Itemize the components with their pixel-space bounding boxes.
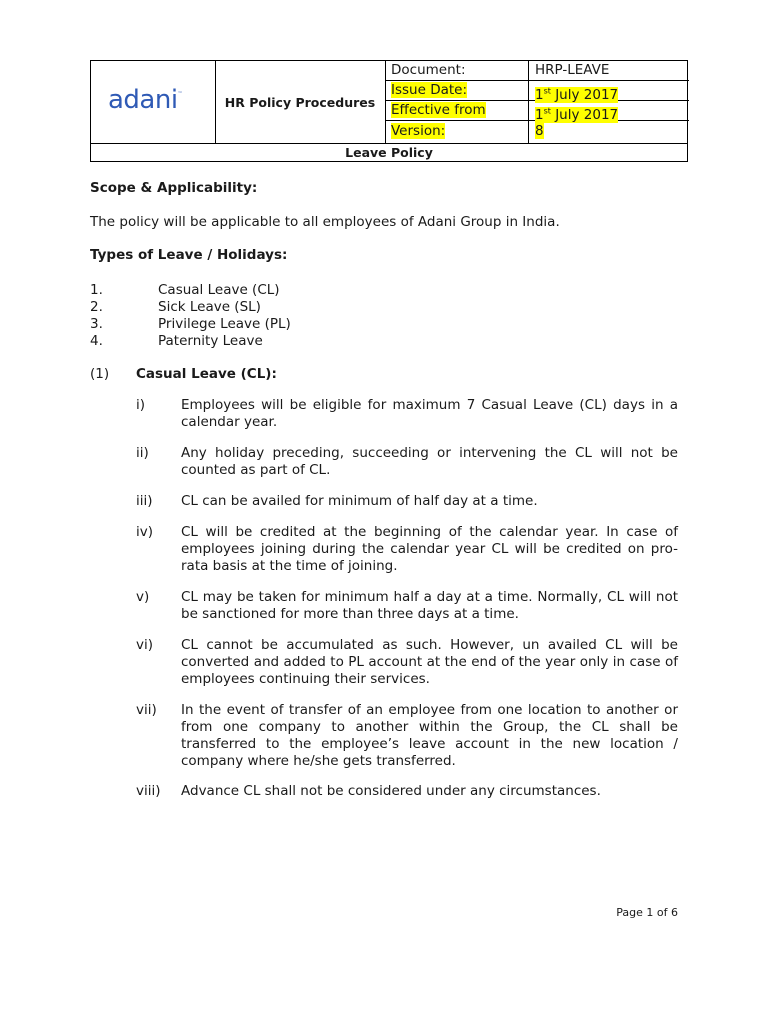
section-heading: Casual Leave (CL): <box>136 366 277 382</box>
point-text: CL may be taken for minimum half a day at a time. Normally, CL will not be sanctioned for more than three days at a time. <box>181 589 678 622</box>
point-text: Any holiday preceding, succeeding or intervening the CL will not be counted as part of CL. <box>181 445 678 478</box>
point-text: CL cannot be accumulated as such. However, un availed CL will be converted and added to PL account at the end of the year only in case of employees continuing their services. <box>181 637 678 687</box>
point-number: v) <box>136 589 150 605</box>
list-item: Sick Leave (SL) <box>158 299 261 315</box>
meta-row-effective-from <box>385 101 689 121</box>
point-text: CL can be availed for minimum of half day at a time. <box>181 493 538 509</box>
meta-key: Document: <box>391 62 466 78</box>
list-item-number: 3. <box>90 316 103 332</box>
point-number: ii) <box>136 445 149 461</box>
meta-key: Effective from <box>391 102 486 118</box>
point-number: vii) <box>136 702 157 718</box>
point-text: CL will be credited at the beginning of the calendar year. In case of employees joining during the calendar year CL will be credited on pro-rata basis at the time of joining. <box>181 524 678 574</box>
scope-heading: Scope & Applicability: <box>90 180 258 196</box>
header-title: HR Policy Procedures <box>215 61 386 143</box>
list-item: Privilege Leave (PL) <box>158 316 291 332</box>
point-number: viii) <box>136 783 161 799</box>
page-number: Page 1 of 6 <box>616 906 678 919</box>
point-number: vi) <box>136 637 154 653</box>
meta-value: 1st July 2017 <box>535 86 619 103</box>
meta-row-document <box>385 61 689 81</box>
point-number: iii) <box>136 493 153 509</box>
adani-logo: adani™ <box>108 85 183 115</box>
meta-value: 8 <box>535 123 544 139</box>
meta-key: Version: <box>391 123 446 139</box>
meta-value: 1st July 2017 <box>535 106 619 123</box>
meta-row-issue-date <box>385 81 689 101</box>
list-item-number: 2. <box>90 299 103 315</box>
document-header-table <box>90 60 688 162</box>
point-text: In the event of transfer of an employee from one location to another or from one company to another within the Group, the CL shall be transferred to the employee’s leave account in the new location / company where he/she gets transferred. <box>181 702 678 769</box>
point-number: i) <box>136 397 146 413</box>
list-item-number: 4. <box>90 333 103 349</box>
point-text: Advance CL shall not be considered under any circumstances. <box>181 783 601 799</box>
meta-value: HRP-LEAVE <box>535 62 610 78</box>
policy-name: Leave Policy <box>91 143 687 162</box>
meta-key: Issue Date: <box>391 82 468 98</box>
list-item: Casual Leave (CL) <box>158 282 280 298</box>
scope-text: The policy will be applicable to all employees of Adani Group in India. <box>90 214 560 230</box>
point-text: Employees will be eligible for maximum 7 Casual Leave (CL) days in a calendar year. <box>181 397 678 430</box>
point-number: iv) <box>136 524 154 540</box>
types-heading: Types of Leave / Holidays: <box>90 247 288 263</box>
meta-row-version <box>385 121 689 143</box>
list-item-number: 1. <box>90 282 103 298</box>
logo-cell <box>91 61 216 143</box>
section-number: (1) <box>90 366 110 382</box>
document-meta <box>385 61 689 143</box>
list-item: Paternity Leave <box>158 333 263 349</box>
